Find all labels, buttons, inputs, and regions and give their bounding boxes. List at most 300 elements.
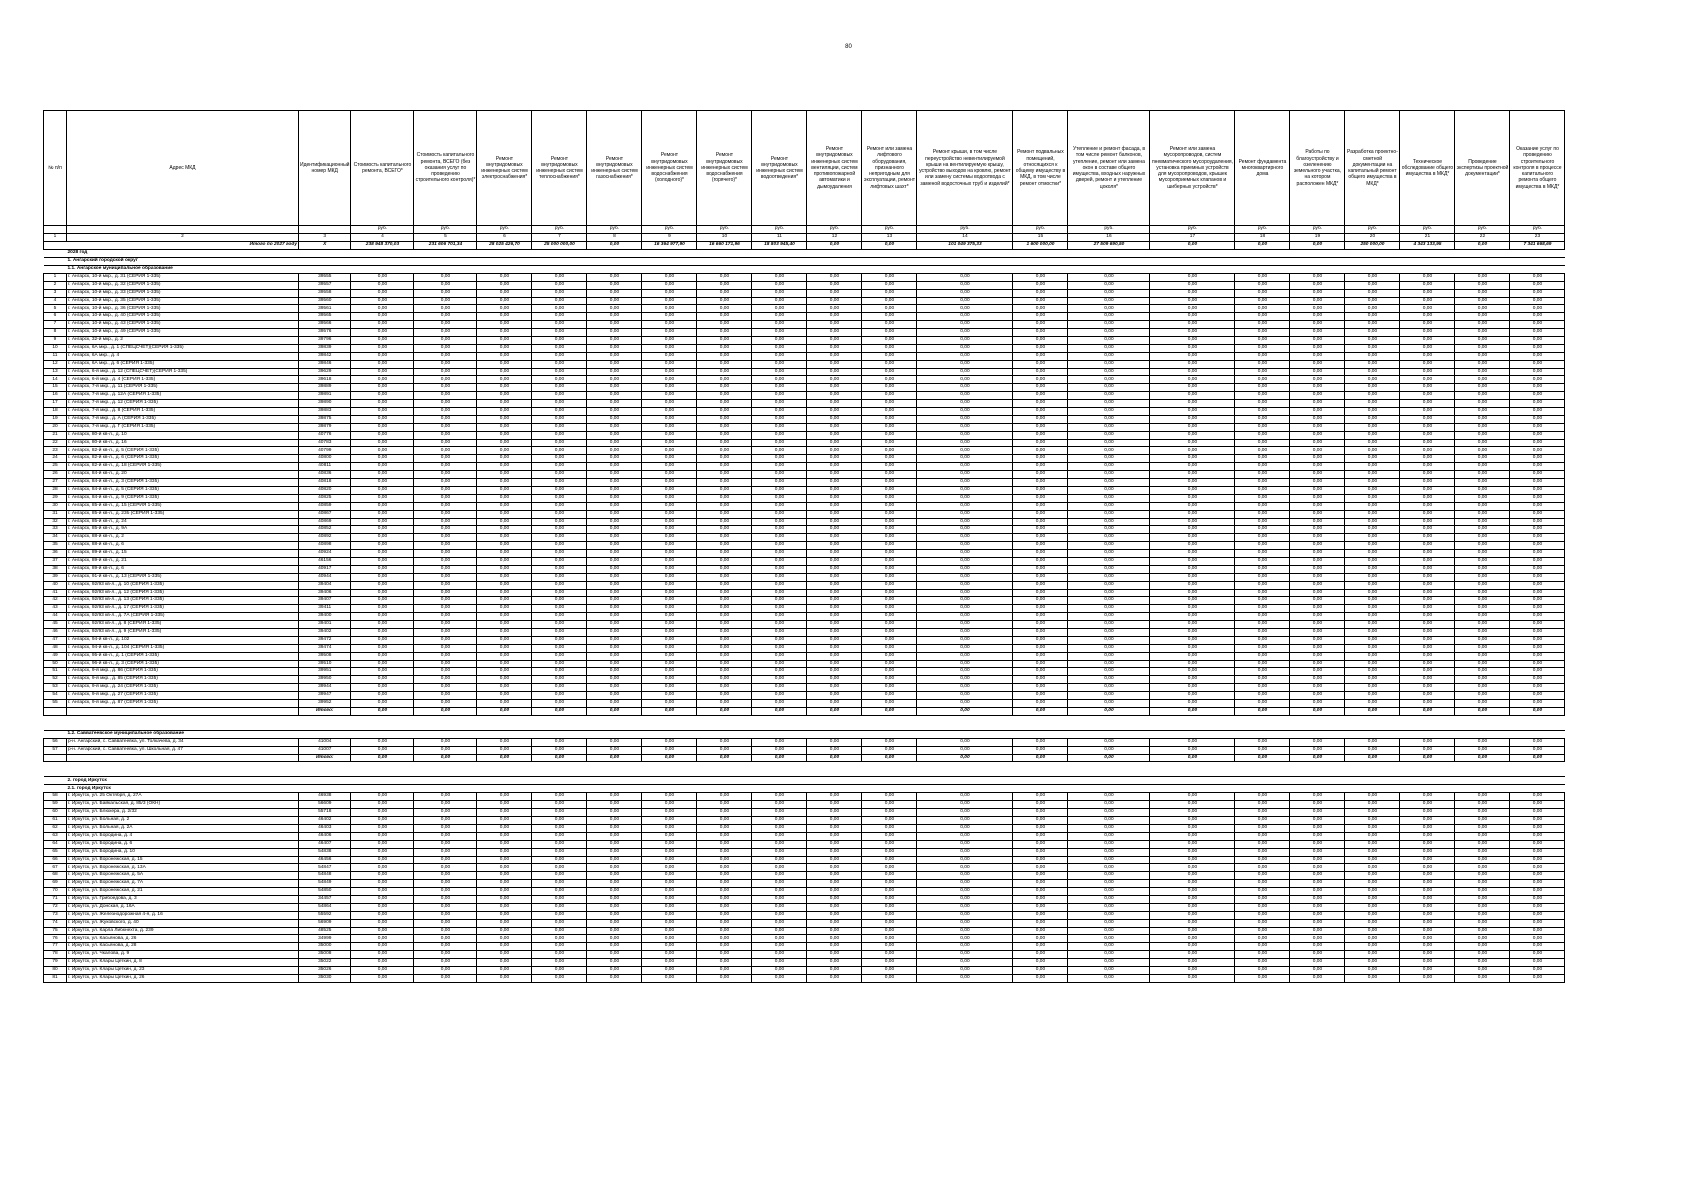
mkd-id: 40818: [299, 479, 351, 487]
value-cell: 0,00: [1290, 384, 1345, 392]
value-cell: 0,00: [587, 959, 642, 967]
value-cell: 0,00: [1150, 502, 1235, 510]
value-cell: 0,00: [917, 384, 1013, 392]
value-cell: 0,00: [532, 297, 587, 305]
value-cell: 0,00: [1290, 297, 1345, 305]
value-cell: 0,00: [1068, 313, 1150, 321]
value-cell: 0,00: [1013, 423, 1068, 431]
value-cell: 0,00: [752, 692, 807, 700]
value-cell: 0,00: [752, 337, 807, 345]
value-cell: 0,00: [1235, 542, 1290, 550]
value-cell: 0,00: [1400, 415, 1455, 423]
value-cell: 0,00: [532, 840, 587, 848]
value-cell: 0,00: [351, 550, 414, 558]
table-row: [44, 684, 1565, 692]
address-cell: г. Ангарск, 6А мкр., д. 1 (СПЕЦСЧЕТ)(СЕРИЯ 1-335): [67, 344, 299, 352]
value-cell: 0,00: [1510, 360, 1565, 368]
column-header: Работы по благоустройству и озеленению земельного участка, на котором расположен МКД*: [1290, 111, 1345, 226]
mkd-id: 39402: [299, 628, 351, 636]
row-number: 17: [44, 400, 67, 408]
value-cell: 0,00: [1510, 526, 1565, 534]
value-cell: 0,00: [351, 329, 414, 337]
value-cell: 0,00: [807, 668, 862, 676]
district-label: 1. Ангарский городской округ: [67, 257, 1565, 265]
value-cell: 0,00: [414, 684, 477, 692]
value-cell: 0,00: [1510, 463, 1565, 471]
value-cell: 0,00: [862, 408, 917, 416]
value-cell: 0,00: [1510, 738, 1565, 746]
address-cell: г. Ангарск, 85-й кв-л., д. 15 (СЕРИЯ 1-335): [67, 502, 299, 510]
value-cell: 0,00: [1150, 880, 1235, 888]
value-cell: 0,00: [414, 281, 477, 289]
value-cell: 0,00: [1455, 463, 1510, 471]
value-cell: 0,00: [587, 927, 642, 935]
value-cell: 0,00: [1400, 447, 1455, 455]
value-cell: 0,00: [1013, 959, 1068, 967]
value-cell: 0,00: [414, 447, 477, 455]
value-cell: 0,00: [587, 573, 642, 581]
value-cell: 0,00: [414, 951, 477, 959]
value-cell: 0,00: [532, 502, 587, 510]
value-cell: 0,00: [1510, 550, 1565, 558]
address-cell: г. Ангарск, 6-й мкр., д. 4 (СЕРИЯ 1-335): [67, 376, 299, 384]
value-cell: 0,00: [1345, 848, 1400, 856]
value-cell: 0,00: [414, 793, 477, 801]
value-cell: 0,00: [1290, 943, 1345, 951]
value-cell: 0,00: [862, 793, 917, 801]
value-cell: 0,00: [414, 479, 477, 487]
value-cell: 0,00: [917, 447, 1013, 455]
value-cell: 0,00: [532, 927, 587, 935]
value-cell: 0,00: [477, 360, 532, 368]
value-cell: 0,00: [1013, 896, 1068, 904]
value-cell: 0,00: [1455, 471, 1510, 479]
value-cell: 0,00: [1068, 455, 1150, 463]
value-cell: 0,00: [351, 415, 414, 423]
value-cell: 0,00: [917, 903, 1013, 911]
row-number: 68: [44, 872, 67, 880]
value-cell: 0,00: [1455, 423, 1510, 431]
address-cell: г. Ангарск, 92/93 кв-л., д. 9 (СЕРИЯ 1-335): [67, 628, 299, 636]
value-cell: 0,00: [1400, 927, 1455, 935]
value-cell: 0,00: [414, 809, 477, 817]
value-cell: 0,00: [862, 660, 917, 668]
value-cell: 0,00: [1235, 919, 1290, 927]
value-cell: 0,00: [1510, 565, 1565, 573]
value-cell: 0,00: [1068, 400, 1150, 408]
address-cell: г. Иркутск, ул. Воронежская, д. 13А: [67, 864, 299, 872]
value-cell: 0,00: [1150, 589, 1235, 597]
row-number: 18: [44, 408, 67, 416]
column-number: 5: [414, 234, 477, 242]
value-cell: 0,00: [587, 329, 642, 337]
row-number: 1: [44, 273, 67, 281]
value-cell: 0,00: [862, 534, 917, 542]
value-cell: 0,00: [697, 644, 752, 652]
value-cell: 0,00: [477, 809, 532, 817]
spacer: [44, 715, 1565, 723]
value-cell: 0,00: [1510, 652, 1565, 660]
value-cell: 0,00: [414, 589, 477, 597]
value-cell: 0,00: [1510, 344, 1565, 352]
value-cell: 0,00: [862, 526, 917, 534]
value-cell: 0,00: [351, 919, 414, 927]
address-cell: г. Иркутск, ул. Бородина, д. 4: [67, 832, 299, 840]
table-row: [44, 494, 1565, 502]
value-cell: 0,00: [642, 888, 697, 896]
value-cell: 0,00: [752, 400, 807, 408]
row-number: 13: [44, 368, 67, 376]
value-cell: 0,00: [862, 557, 917, 565]
row-number: 55: [44, 699, 67, 707]
value-cell: 0,00: [752, 738, 807, 746]
value-cell: 0,00: [697, 636, 752, 644]
unit-cell: руб.: [1150, 226, 1235, 234]
address-cell: г. Иркутск, ул. Байкальская, д. 85/3 (ОКН): [67, 801, 299, 809]
value-cell: 0,00: [477, 447, 532, 455]
mkd-id: 40892: [299, 534, 351, 542]
value-cell: 0,00: [1235, 597, 1290, 605]
value-cell: 0,00: [1068, 415, 1150, 423]
value-cell: 0,00: [1345, 840, 1400, 848]
table-row: [44, 297, 1565, 305]
value-cell: 0,00: [1510, 959, 1565, 967]
value-cell: 0,00: [1150, 856, 1235, 864]
value-cell: 0,00: [1290, 534, 1345, 542]
value-cell: 0,00: [917, 408, 1013, 416]
value-cell: 0,00: [1013, 919, 1068, 927]
value-cell: 0,00: [752, 376, 807, 384]
value-cell: 0,00: [1455, 644, 1510, 652]
value-cell: 0,00: [1290, 959, 1345, 967]
row-number: 7: [44, 321, 67, 329]
value-cell: 0,00: [1290, 692, 1345, 700]
value-cell: 0,00: [351, 479, 414, 487]
value-cell: 0,00: [862, 848, 917, 856]
value-cell: 0,00: [1235, 360, 1290, 368]
value-cell: 0,00: [414, 486, 477, 494]
value-cell: 0,00: [1150, 313, 1235, 321]
value-cell: 0,00: [642, 856, 697, 864]
value-cell: 0,00: [697, 676, 752, 684]
value-cell: 0,00: [414, 510, 477, 518]
value-cell: 0,00: [414, 621, 477, 629]
subtotal-value: 0,00: [1455, 707, 1510, 715]
spacer: [44, 249, 67, 257]
value-cell: 0,00: [752, 534, 807, 542]
value-cell: 0,00: [1150, 321, 1235, 329]
value-cell: 0,00: [917, 793, 1013, 801]
value-cell: 0,00: [642, 848, 697, 856]
subtotal-label: Итого:: [299, 754, 351, 762]
value-cell: 0,00: [1068, 534, 1150, 542]
value-cell: 0,00: [1013, 344, 1068, 352]
value-cell: 0,00: [1290, 951, 1345, 959]
value-cell: 0,00: [642, 431, 697, 439]
value-cell: 0,00: [1510, 644, 1565, 652]
value-cell: 0,00: [862, 959, 917, 967]
value-cell: 0,00: [1345, 463, 1400, 471]
value-cell: 0,00: [532, 439, 587, 447]
value-cell: 0,00: [587, 880, 642, 888]
value-cell: 0,00: [351, 360, 414, 368]
value-cell: 0,00: [1068, 919, 1150, 927]
row-number: 62: [44, 825, 67, 833]
value-cell: 0,00: [917, 321, 1013, 329]
value-cell: 0,00: [1510, 337, 1565, 345]
value-cell: 0,00: [1290, 888, 1345, 896]
value-cell: 0,00: [1400, 801, 1455, 809]
value-cell: 0,00: [697, 864, 752, 872]
total-value: 0,00: [1290, 242, 1345, 250]
value-cell: 0,00: [1400, 597, 1455, 605]
value-cell: 0,00: [1013, 935, 1068, 943]
value-cell: 0,00: [1290, 400, 1345, 408]
value-cell: 0,00: [351, 344, 414, 352]
value-cell: 0,00: [917, 297, 1013, 305]
value-cell: 0,00: [1510, 896, 1565, 904]
value-cell: 0,00: [1345, 329, 1400, 337]
value-cell: 0,00: [1290, 746, 1345, 754]
value-cell: 0,00: [697, 352, 752, 360]
value-cell: 0,00: [1235, 746, 1290, 754]
value-cell: 0,00: [1455, 455, 1510, 463]
address-cell: г. Ангарск, 9-й мкр., д. 85 (СЕРИЯ 1-335): [67, 676, 299, 684]
value-cell: 0,00: [587, 856, 642, 864]
column-header: Ремонт подвальных помещений, относящихся к общему имуществу в МКД, в том числе ремонт отмостки*: [1013, 111, 1068, 226]
value-cell: 0,00: [862, 337, 917, 345]
value-cell: 0,00: [414, 644, 477, 652]
value-cell: 0,00: [1150, 927, 1235, 935]
value-cell: 0,00: [477, 305, 532, 313]
value-cell: 0,00: [1068, 935, 1150, 943]
value-cell: 0,00: [1235, 439, 1290, 447]
value-cell: 0,00: [477, 289, 532, 297]
value-cell: 0,00: [917, 415, 1013, 423]
value-cell: 0,00: [532, 542, 587, 550]
value-cell: 0,00: [1345, 888, 1400, 896]
value-cell: 0,00: [1400, 817, 1455, 825]
value-cell: 0,00: [697, 809, 752, 817]
value-cell: 0,00: [697, 439, 752, 447]
value-cell: 0,00: [642, 384, 697, 392]
value-cell: 0,00: [477, 352, 532, 360]
value-cell: 0,00: [1068, 903, 1150, 911]
value-cell: 0,00: [1290, 801, 1345, 809]
value-cell: 0,00: [807, 935, 862, 943]
table-row: [44, 344, 1565, 352]
value-cell: 0,00: [752, 573, 807, 581]
table-row: [44, 589, 1565, 597]
row-number: 69: [44, 880, 67, 888]
value-cell: 0,00: [1290, 305, 1345, 313]
value-cell: 0,00: [1510, 431, 1565, 439]
value-cell: 0,00: [807, 376, 862, 384]
value-cell: 0,00: [1068, 793, 1150, 801]
value-cell: 0,00: [587, 486, 642, 494]
value-cell: 0,00: [1290, 872, 1345, 880]
mkd-id: 46456: [299, 856, 351, 864]
value-cell: 0,00: [1235, 392, 1290, 400]
row-number: 32: [44, 518, 67, 526]
value-cell: 0,00: [1235, 502, 1290, 510]
value-cell: 0,00: [697, 974, 752, 982]
value-cell: 0,00: [917, 376, 1013, 384]
value-cell: 0,00: [351, 801, 414, 809]
value-cell: 0,00: [587, 825, 642, 833]
value-cell: 0,00: [351, 518, 414, 526]
value-cell: 0,00: [1013, 526, 1068, 534]
value-cell: 0,00: [1068, 628, 1150, 636]
value-cell: 0,00: [917, 692, 1013, 700]
value-cell: 0,00: [532, 408, 587, 416]
value-cell: 0,00: [1455, 951, 1510, 959]
value-cell: 0,00: [862, 384, 917, 392]
table-row: [44, 872, 1565, 880]
value-cell: 0,00: [1290, 526, 1345, 534]
table-row: [44, 534, 1565, 542]
value-cell: 0,00: [1235, 463, 1290, 471]
table-row: [44, 565, 1565, 573]
value-cell: 0,00: [642, 297, 697, 305]
value-cell: 0,00: [1290, 605, 1345, 613]
value-cell: 0,00: [807, 384, 862, 392]
value-cell: 0,00: [532, 684, 587, 692]
value-cell: 0,00: [1400, 919, 1455, 927]
value-cell: 0,00: [642, 581, 697, 589]
value-cell: 0,00: [697, 919, 752, 927]
address-cell: г. Ангарск, 84-й кв-л., д. 20: [67, 471, 299, 479]
row-number: 60: [44, 809, 67, 817]
value-cell: 0,00: [1510, 297, 1565, 305]
row-number: 25: [44, 463, 67, 471]
value-cell: 0,00: [642, 494, 697, 502]
value-cell: 0,00: [587, 967, 642, 975]
row-number: 20: [44, 423, 67, 431]
value-cell: 0,00: [532, 621, 587, 629]
value-cell: 0,00: [1290, 471, 1345, 479]
value-cell: 0,00: [1150, 660, 1235, 668]
value-cell: 0,00: [1235, 479, 1290, 487]
value-cell: 0,00: [1290, 463, 1345, 471]
value-cell: 0,00: [752, 479, 807, 487]
table-row: [44, 636, 1565, 644]
value-cell: 0,00: [752, 597, 807, 605]
value-cell: 0,00: [697, 888, 752, 896]
value-cell: 0,00: [752, 872, 807, 880]
column-number: 13: [862, 234, 917, 242]
value-cell: 0,00: [414, 738, 477, 746]
column-header: Ремонт фундамента многоквартирного дома: [1235, 111, 1290, 226]
column-number: 14: [917, 234, 1013, 242]
value-cell: 0,00: [1345, 431, 1400, 439]
value-cell: 0,00: [1455, 297, 1510, 305]
row-number: 9: [44, 337, 67, 345]
value-cell: 0,00: [477, 321, 532, 329]
value-cell: 0,00: [532, 793, 587, 801]
gap-row: [44, 762, 1565, 770]
column-number: 22: [1455, 234, 1510, 242]
mkd-id: 39842: [299, 352, 351, 360]
value-cell: 0,00: [587, 903, 642, 911]
value-cell: 0,00: [1235, 415, 1290, 423]
value-cell: 0,00: [1068, 605, 1150, 613]
value-cell: 0,00: [351, 832, 414, 840]
value-cell: 0,00: [1345, 951, 1400, 959]
value-cell: 0,00: [351, 668, 414, 676]
value-cell: 0,00: [1455, 738, 1510, 746]
value-cell: 0,00: [1068, 368, 1150, 376]
value-cell: 0,00: [414, 360, 477, 368]
value-cell: 0,00: [697, 408, 752, 416]
row-number: 51: [44, 668, 67, 676]
value-cell: 0,00: [1455, 273, 1510, 281]
value-cell: 0,00: [1400, 613, 1455, 621]
value-cell: 0,00: [1455, 935, 1510, 943]
value-cell: 0,00: [414, 289, 477, 297]
value-cell: 0,00: [477, 502, 532, 510]
value-cell: 0,00: [862, 699, 917, 707]
table-row: [44, 911, 1565, 919]
value-cell: 0,00: [1455, 676, 1510, 684]
value-cell: 0,00: [752, 502, 807, 510]
value-cell: 0,00: [807, 919, 862, 927]
value-cell: 0,00: [1345, 621, 1400, 629]
value-cell: 0,00: [642, 408, 697, 416]
value-cell: 0,00: [752, 344, 807, 352]
value-cell: 0,00: [807, 360, 862, 368]
address-cell: г. Ангарск, 7-й мкр., д. Г (СЕРИЯ 1-335): [67, 423, 299, 431]
mkd-id: 39566: [299, 321, 351, 329]
value-cell: 0,00: [351, 692, 414, 700]
value-cell: 0,00: [642, 919, 697, 927]
value-cell: 0,00: [1345, 542, 1400, 550]
value-cell: 0,00: [1068, 502, 1150, 510]
value-cell: 0,00: [414, 848, 477, 856]
value-cell: 0,00: [351, 486, 414, 494]
municipality-label: 2.1. город Иркутск: [67, 785, 1565, 793]
value-cell: 0,00: [1400, 660, 1455, 668]
row-number: 27: [44, 479, 67, 487]
subtotal-value: 0,00: [414, 754, 477, 762]
value-cell: 0,00: [477, 967, 532, 975]
address-cell: г. Ангарск, 96-й кв-л., д. 3 (СЕРИЯ 1-335): [67, 660, 299, 668]
mkd-id: 40776: [299, 431, 351, 439]
address-cell: г. Ангарск, 92/93 кв-л., д. 13 (СЕРИЯ 1-335): [67, 597, 299, 605]
mkd-id: 39875: [299, 415, 351, 423]
value-cell: 0,00: [587, 471, 642, 479]
value-cell: 0,00: [1013, 368, 1068, 376]
value-cell: 0,00: [1150, 431, 1235, 439]
address-cell: г. Ангарск, 91-й кв-л., д. 13 (СЕРИЯ 1-335): [67, 573, 299, 581]
address-cell: г. Ангарск, 7-й мкр., д. 8 (СЕРИЯ 1-335): [67, 408, 299, 416]
value-cell: 0,00: [697, 840, 752, 848]
value-cell: 0,00: [1510, 415, 1565, 423]
column-header: Проведение экспертизы проектной документации*: [1455, 111, 1510, 226]
value-cell: 0,00: [1150, 400, 1235, 408]
mkd-id: 39944: [299, 684, 351, 692]
address-cell: г. Иркутск, ул. Бородина, д. 10: [67, 848, 299, 856]
value-cell: 0,00: [414, 927, 477, 935]
value-cell: 0,00: [477, 668, 532, 676]
value-cell: 0,00: [587, 684, 642, 692]
row-number: 61: [44, 817, 67, 825]
address-cell: г. Иркутск, ул. Больная, д. 2: [67, 817, 299, 825]
value-cell: 0,00: [1400, 321, 1455, 329]
row-number: 70: [44, 888, 67, 896]
table-row: [44, 431, 1565, 439]
value-cell: 0,00: [1400, 872, 1455, 880]
